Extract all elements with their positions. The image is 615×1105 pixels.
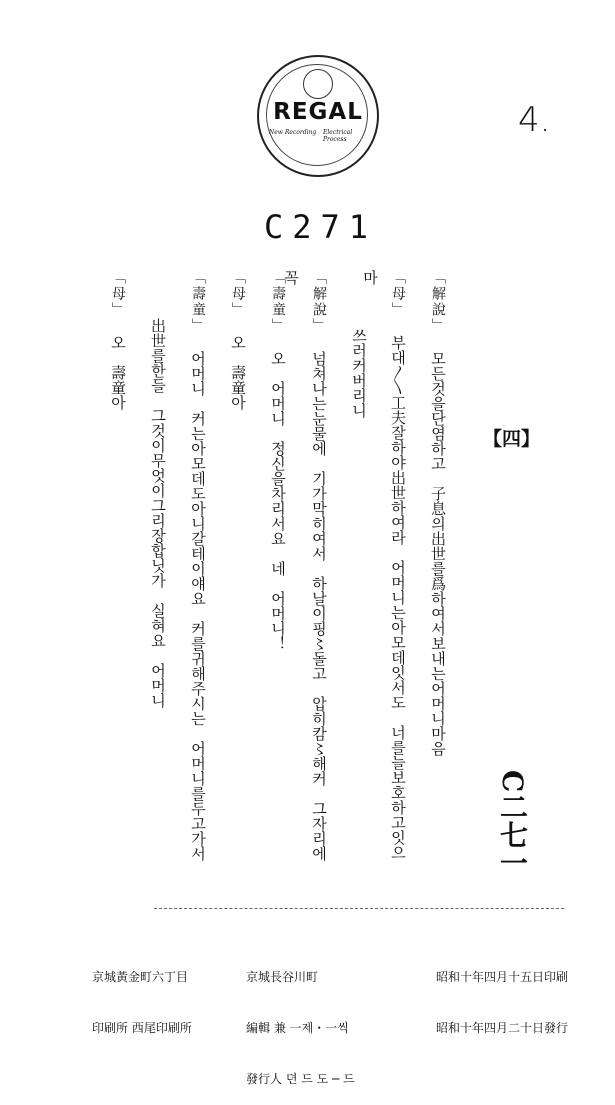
label-emblem-icon xyxy=(303,69,333,99)
label-sub-right: Electrical Process xyxy=(323,129,353,143)
lyric-line-1 xyxy=(424,270,452,870)
speaker-label: 「母」 xyxy=(230,270,246,318)
lyric-text: 넘쳐나는눈물에 기가막히여서 하날이핑〻돌고 압히캄〻해커 그자리에꼭 xyxy=(282,270,328,861)
lyric-text: 오 어머니 정신을차리서요 네 어머니！ xyxy=(269,350,287,651)
publisher-editor: 編輯 兼 一제・一씩 xyxy=(246,1021,349,1035)
lyric-text: 쓰러커버리니 xyxy=(350,328,368,418)
page-number: 4. xyxy=(518,100,551,140)
colophon-dates xyxy=(436,935,568,1054)
label-sub-left: New Recording xyxy=(269,129,317,136)
label-brand: REGAL xyxy=(273,99,363,125)
publisher-name: 發行人 뎐 드 도 ─ 드 xyxy=(246,1072,355,1086)
lyric-text: 어머니 커는아모데도아니갈테이얘요 커를귀해주시는 어머니를두고가서 xyxy=(189,350,207,861)
speaker-label: 「母」 xyxy=(390,270,406,318)
lyric-line-5 xyxy=(264,270,292,870)
side-title: 【四】 xyxy=(483,428,541,450)
lyric-line-8 xyxy=(144,318,172,918)
printer-name: 印刷所 西尾印刷所 xyxy=(92,1021,192,1035)
lyric-text: 오 壽童아 xyxy=(109,334,127,410)
colophon-publisher xyxy=(246,935,355,1105)
issue-date: 昭和十年四月二十日發行 xyxy=(436,1021,569,1035)
record-label xyxy=(257,55,379,177)
speaker-label: 「壽童」 xyxy=(190,270,206,334)
speaker-label: 「壽童」 xyxy=(270,270,286,334)
speaker-label: 「解說」 xyxy=(311,270,327,334)
lyric-text: 出世를한들 그것이무엇이그리장합닛가 실혀요 어머니 xyxy=(149,318,167,708)
lyric-text: 오 壽童아 xyxy=(229,334,247,410)
side-code: C二七一 xyxy=(496,770,529,877)
lyric-line-7 xyxy=(184,270,212,870)
lyric-line-2 xyxy=(361,270,412,870)
print-date: 昭和十年四月十五日印刷 xyxy=(436,970,569,984)
lyric-text: 모든것을단염하고 子息의出世를爲하여서보내는어머니마음 xyxy=(429,350,447,756)
speaker-label: 「解說」 xyxy=(430,270,446,334)
footer-divider xyxy=(154,908,564,909)
lyric-line-6 xyxy=(224,270,252,870)
lyric-line-4 xyxy=(282,270,333,870)
lyric-line-9 xyxy=(104,270,132,870)
colophon-printer xyxy=(92,935,192,1054)
printer-address: 京城黃金町六丁目 xyxy=(92,970,189,984)
lyric-text: 부대〳〵工夫잘하야出世하여라 어머니는아모데잇서도 너를늘보호하고잇으마 xyxy=(361,270,407,860)
publisher-address: 京城長谷川町 xyxy=(246,970,319,984)
catalog-number: C271 xyxy=(264,208,378,246)
speaker-label: 「母」 xyxy=(110,270,126,318)
lyric-line-3 xyxy=(345,328,373,928)
